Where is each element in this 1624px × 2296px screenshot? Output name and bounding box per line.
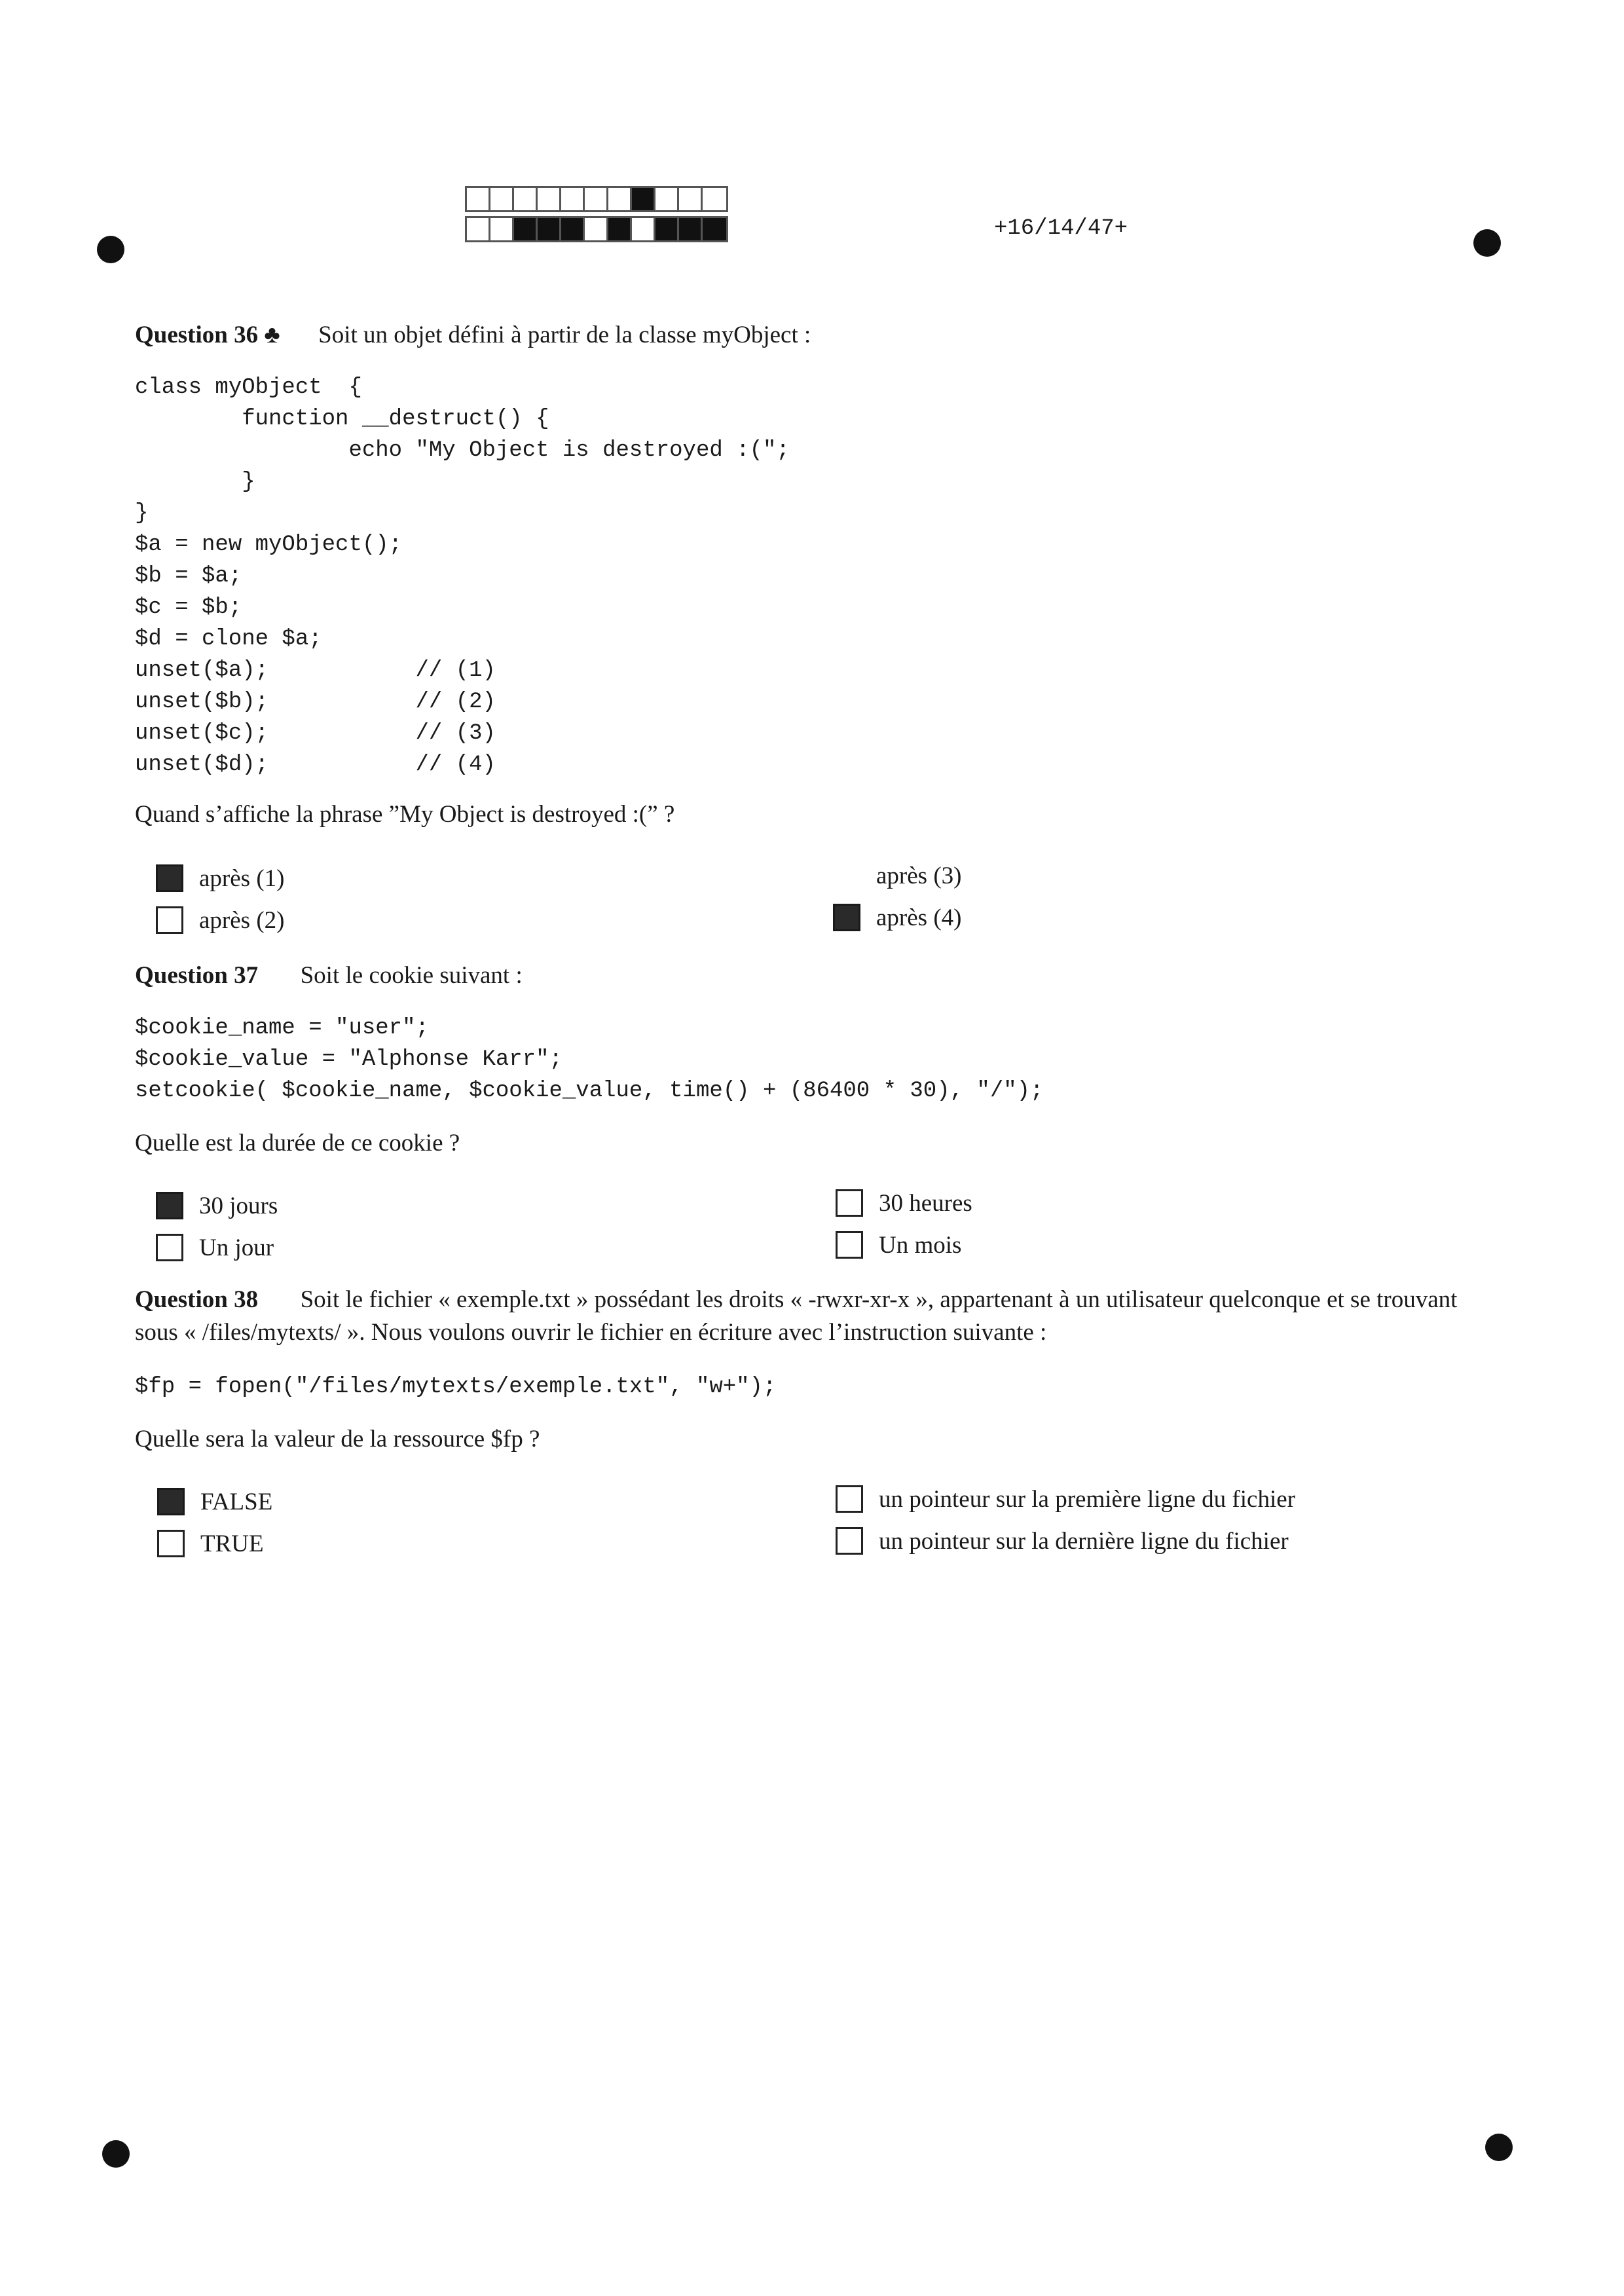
registration-mark-bottom-right: [1485, 2134, 1513, 2161]
option-label: TRUE: [200, 1530, 264, 1557]
q36-option-apres-3[interactable]: [833, 859, 961, 892]
id-box-cell: [632, 218, 655, 240]
student-id-boxes-row-2: [465, 216, 728, 242]
checkbox[interactable]: [156, 864, 183, 892]
question-36-header: [135, 320, 811, 351]
id-box-cell: [561, 188, 585, 210]
checkbox[interactable]: [833, 862, 860, 889]
id-box-cell: [490, 218, 514, 240]
q38-option-premiere-ligne[interactable]: [836, 1483, 1295, 1515]
id-box-cell: [514, 188, 538, 210]
q36-option-apres-2[interactable]: [156, 904, 284, 936]
id-box-cell: [632, 188, 655, 210]
id-box-cell: [538, 218, 561, 240]
id-box-cell: [490, 188, 514, 210]
q37-option-30-jours[interactable]: [156, 1189, 278, 1222]
q36-option-apres-4[interactable]: [833, 901, 961, 934]
registration-mark-top-right: [1473, 229, 1501, 257]
checkbox[interactable]: [836, 1527, 863, 1555]
id-box-cell: [703, 188, 726, 210]
registration-mark-top-left: [97, 236, 124, 263]
student-id-boxes-row-1: [465, 186, 728, 212]
id-box-cell: [655, 188, 679, 210]
question-37-header: [135, 960, 523, 991]
q37-option-un-jour[interactable]: [156, 1231, 274, 1264]
id-box-cell: [514, 218, 538, 240]
question-38-intro: Soit le fichier « exemple.txt » possédant les droits « -rwxr-xr-x », appartenant à un utilisateur quelconque et se trouvant sous « /files/mytexts/ ». Nous voulons ouvrir le fichier en écriture avec l’instruction suivante :: [135, 1286, 1458, 1346]
question-38-header: [135, 1284, 1477, 1349]
option-label: 30 jours: [199, 1192, 278, 1219]
option-label: un pointeur sur la dernière ligne du fichier: [879, 1527, 1289, 1555]
id-box-cell: [608, 188, 632, 210]
checkbox[interactable]: [836, 1485, 863, 1513]
question-36-code: class myObject { function __destruct() { echo "My Object is destroyed :("; } } $a = new myObject(); $b = $a; $c = $b; $d = clone $a; unset($a); // (1) unset($b); // (2) unset($c); // (3) unset($d); // (4): [135, 375, 790, 777]
question-36-label: Question 36 ♣: [135, 322, 280, 348]
question-38-prompt: Quelle sera la valeur de la ressource $fp ?: [135, 1426, 540, 1453]
id-box-cell: [467, 188, 490, 210]
checkbox[interactable]: [156, 1192, 183, 1219]
id-box-cell: [703, 218, 726, 240]
option-label: un pointeur sur la première ligne du fichier: [879, 1485, 1295, 1513]
registration-mark-bottom-left: [102, 2140, 130, 2168]
q37-option-un-mois[interactable]: [836, 1229, 961, 1261]
id-box-cell: [467, 218, 490, 240]
id-box-cell: [655, 218, 679, 240]
q37-option-30-heures[interactable]: [836, 1187, 972, 1219]
q38-option-false[interactable]: [157, 1485, 272, 1518]
id-box-cell: [585, 218, 608, 240]
id-box-cell: [679, 218, 703, 240]
q38-option-true[interactable]: [157, 1527, 264, 1560]
checkbox[interactable]: [157, 1488, 185, 1515]
checkbox[interactable]: [156, 1234, 183, 1261]
option-label: FALSE: [200, 1488, 273, 1515]
option-label: après (3): [876, 862, 962, 889]
option-label: 30 heures: [879, 1189, 972, 1217]
checkbox[interactable]: [833, 904, 860, 931]
option-label: Un jour: [199, 1234, 274, 1261]
id-box-cell: [561, 218, 585, 240]
q38-option-derniere-ligne[interactable]: [836, 1525, 1289, 1557]
option-label: après (1): [199, 864, 285, 892]
id-box-cell: [679, 188, 703, 210]
checkbox[interactable]: [156, 906, 183, 934]
checkbox[interactable]: [157, 1530, 185, 1557]
question-37-code: $cookie_name = "user"; $cookie_value = "Alphonse Karr"; setcookie( $cookie_name, $cookie_value, time() + (86400 * 30), "/");: [135, 1016, 1044, 1103]
id-box-cell: [538, 188, 561, 210]
checkbox[interactable]: [836, 1189, 863, 1217]
question-37-prompt: Quelle est la durée de ce cookie ?: [135, 1130, 460, 1157]
checkbox[interactable]: [836, 1231, 863, 1259]
id-box-cell: [608, 218, 632, 240]
page-code: +16/14/47+: [994, 216, 1128, 241]
question-37-intro: Soit le cookie suivant :: [300, 962, 523, 989]
question-38-label: Question 38: [135, 1286, 259, 1313]
option-label: Un mois: [879, 1231, 962, 1259]
id-box-cell: [585, 188, 608, 210]
option-label: après (4): [876, 904, 962, 931]
question-37-label: Question 37: [135, 962, 259, 989]
q36-option-apres-1[interactable]: [156, 862, 284, 895]
question-36-intro: Soit un objet défini à partir de la classe myObject :: [318, 322, 811, 348]
option-label: après (2): [199, 906, 285, 934]
question-36-prompt: Quand s’affiche la phrase ”My Object is destroyed :(” ?: [135, 801, 675, 828]
question-38-code: $fp = fopen("/files/mytexts/exemple.txt", "w+");: [135, 1375, 777, 1399]
